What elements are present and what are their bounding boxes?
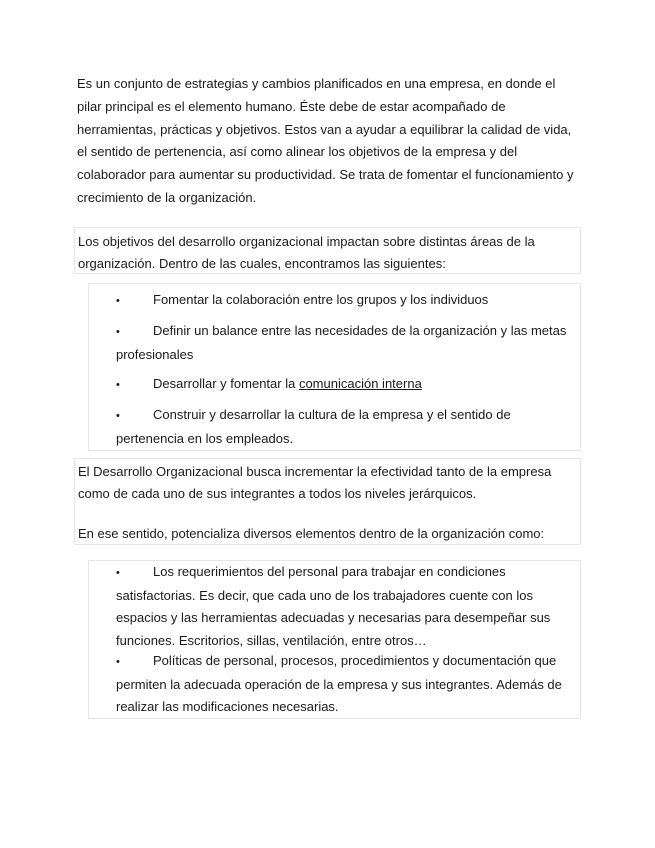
- list-item-text: Desarrollar y fomentar la: [153, 376, 299, 391]
- list-item-text: Fomentar la colaboración entre los grupos y los individuos: [153, 292, 489, 307]
- bullet-icon: •: [116, 295, 120, 307]
- list-item-text: Construir y desarrollar la cultura de la empresa y el sentido de pertenencia en los empleados.: [116, 407, 511, 446]
- list-item: [116, 373, 578, 397]
- list-item: [116, 404, 578, 450]
- list-item: [116, 561, 578, 652]
- bullet-icon: •: [116, 379, 120, 391]
- list-item: [116, 289, 578, 313]
- sentido-paragraph: En ese sentido, potencializa diversos elementos dentro de la organización como:: [78, 526, 545, 541]
- comunicacion-interna-link[interactable]: comunicación interna: [298, 376, 422, 391]
- bullet-icon: •: [116, 567, 120, 579]
- list-item-text: Políticas de personal, procesos, procedimientos y documentación que permiten la adecuada operación de la empresa y sus integrantes. Además de realizar las modificaciones necesarias.: [116, 653, 562, 714]
- list-item: [116, 650, 578, 719]
- bullet-icon: •: [116, 410, 120, 422]
- bullet-icon: •: [116, 656, 120, 668]
- list-item-text: Definir un balance entre las necesidades de la organización y las metas profesionales: [116, 323, 567, 362]
- objetivos-list: [88, 283, 581, 451]
- list-item: [116, 320, 578, 366]
- objetivos-intro-box: [74, 227, 581, 274]
- intro-paragraph: Es un conjunto de estrategias y cambios planificados en una empresa, en donde el pilar principal es el elemento humano. Éste debe de estar acompañado de herramientas, prácticas y objetivos. Estos van a ayudar a equilibrar la calidad de vida, el sentido de pertenencia, así como alinear los objetivos de la empresa y del colaborador para aumentar su productividad. Se trata de fomentar el funcionamiento y crecimiento de la organización.: [77, 76, 574, 205]
- bullet-icon: •: [116, 326, 120, 338]
- desarrollo-paragraph: El Desarrollo Organizacional busca incrementar la efectividad tanto de la empresa como de cada uno de sus integrantes a todos los niveles jerárquicos.: [78, 464, 552, 501]
- list-item-text: Los requerimientos del personal para trabajar en condiciones satisfactorias. Es decir, que cada uno de los trabajadores cuente con los espacios y las herramientas adecuadas y necesarias para desempeñar sus funciones. Escritorios, sillas, ventilación, entre otros…: [116, 564, 551, 648]
- objetivos-intro-text: Los objetivos del desarrollo organizacional impactan sobre distintas áreas de la organización. Dentro de las cuales, encontramos las siguientes:: [78, 234, 535, 271]
- desarrollo-box: [74, 458, 581, 545]
- elementos-list: [88, 560, 581, 719]
